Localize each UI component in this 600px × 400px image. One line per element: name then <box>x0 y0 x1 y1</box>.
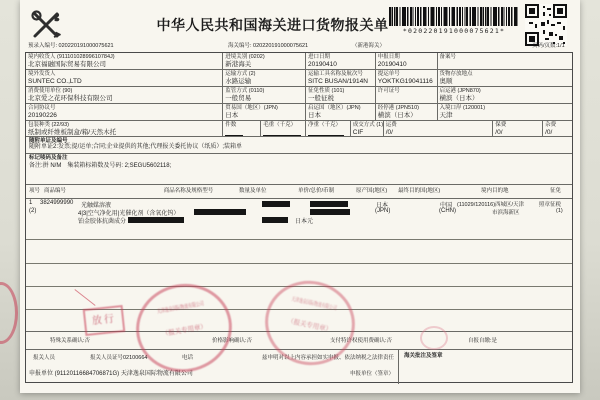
item-no-2: (2) <box>29 208 37 214</box>
declaring-unit-seal-label: 申报单位（签章） <box>349 371 394 377</box>
item-name-1: 光触媒溶液 <box>81 203 112 209</box>
item-currency: 日本元 <box>295 219 314 225</box>
field-consumer-unit: 消费使用单位 (90) 北京爱之花环保科技有限公司 <box>28 88 113 102</box>
field-departure-port: 启运港 (JPN870) 横滨（日本） <box>437 87 573 103</box>
marks-remarks <box>26 154 572 185</box>
item-name-3: 铂金胶体抗菌成分 <box>78 219 127 225</box>
customs-office: （新港海关） <box>352 43 386 49</box>
customs-notes-divider <box>398 350 399 384</box>
field-trade-country: 贸易国（地区）(JPN) 日本 <box>222 104 305 120</box>
field-record-no: 备案号 <box>437 53 573 69</box>
redacted-spec <box>194 209 246 215</box>
item-name-2: 4|3|空气净化用|光催化剂（含氧化钨） <box>78 211 180 217</box>
form-row <box>26 87 572 104</box>
item-no: 1 <box>29 200 33 206</box>
agent-cert-no: 报关人员证号02100664 <box>90 355 148 361</box>
item-domestic-dest-1: (11029/120116)西城区/天津 <box>457 202 525 208</box>
form-row <box>26 104 572 121</box>
field-levy-nature: 征免性质 (101) 一般征税 <box>305 87 375 103</box>
field-insurance: 保费 /0/ <box>492 121 542 136</box>
field-net-weight: 净重（千克） <box>305 121 350 136</box>
redacted-value <box>263 135 301 136</box>
item-origin-code: (JPN) <box>375 208 391 214</box>
item-destination: 中国 <box>440 203 453 209</box>
col-price-currency: 单价/总价/币制 <box>298 188 335 194</box>
customs-notes-label: 海关批注及签章 <box>404 353 443 359</box>
signature-row <box>26 350 572 384</box>
field-gross-weight: 毛重（千克） <box>260 121 305 136</box>
field-import-date: 进口日期 20190410 <box>305 53 375 69</box>
item-hs-code: 3824999990 <box>40 200 74 206</box>
customs-emblem-icon <box>28 7 64 43</box>
attached-documents <box>26 137 572 154</box>
page-indicator: 页码/页数:1/1 <box>532 43 565 49</box>
field-storage-place: 货物存放地点 奥顺 <box>437 70 573 86</box>
seal-company-name: 天津逸泉国际物流有限公司 <box>156 301 205 316</box>
field-supervision-mode: 监管方式 (0110) 一般贸易 <box>222 87 305 103</box>
phone-label: 电话 <box>182 355 194 361</box>
col-destination-country: 最终目的国(地区) <box>398 188 441 194</box>
field-piece-count: 件数 <box>222 121 260 136</box>
field-license-no: 许可证号 <box>375 87 437 103</box>
agent-label: 报关人员 <box>33 355 56 361</box>
form-row <box>26 53 572 70</box>
qr-code <box>525 4 567 46</box>
blank-row-rule <box>26 239 572 240</box>
self-declaration: 自报自缴:是 <box>468 338 498 344</box>
field-bill-no: 提运单号 YOKTKG19041116 <box>375 70 437 86</box>
field-declare-date: 申报日期 20190410 <box>375 53 437 69</box>
field-departure-country: 启运国（地区）(JPN) 日本 <box>305 104 375 120</box>
redacted-quantity <box>262 201 290 207</box>
redacted-value <box>225 135 243 136</box>
barcode-number: *020220191000075621* <box>402 27 506 35</box>
field-vessel-voyage: 运输工具名称及航次号 SITC BUSAN/1914N <box>305 70 375 86</box>
customs-number: 海关编号: 020220191000075621 <box>228 43 309 49</box>
redacted-quantity <box>262 217 288 223</box>
attached-label: 随附单证及编号 <box>29 138 68 144</box>
col-hs-code: 商品编号 <box>44 188 67 194</box>
field-pack-type: 包装种类 (22/93) 纸制或纤维板制盒/箱/天然木托 <box>28 122 117 136</box>
declaration-statement: 兹申明对以上内容承担如实申报、依法纳税之法律责任 <box>261 355 394 361</box>
field-overseas-shipper: 境外发货人 SUNTEC CO.,LTD <box>28 71 82 85</box>
item-levy-2: (1) <box>556 208 563 214</box>
blank-row-rule <box>26 263 572 264</box>
release-stamp: 放行 <box>83 305 126 336</box>
redacted-price <box>310 201 348 207</box>
field-misc-fees: 杂费 /0/ <box>542 121 572 136</box>
redacted-spec <box>128 217 184 223</box>
attached-value: 随附单证2:发票;提/运单;合同;企业提供的其他;代理报关委托协议（纸质）;装箱单 <box>29 144 243 151</box>
redacted-value <box>308 135 344 136</box>
col-goods-name: 商品名称及规格型号 <box>163 188 214 194</box>
packing-row <box>26 121 572 137</box>
form-title: 中华人民共和国海关进口货物报关单 <box>156 19 389 34</box>
seal-company-name: 天津逸泉国际物流有限公司 <box>290 296 338 313</box>
field-consignee: 境内收货人 (91110102899610784J) 北京福融国际贸易有限公司 <box>28 54 115 68</box>
col-quantity-unit: 数量及单位 <box>239 188 267 194</box>
seal-center-text: （报关专用章） <box>161 323 208 338</box>
field-freight: 运费 /0/ <box>383 121 493 136</box>
royalty-confirm: 支付特许权使用费确认:否 <box>330 338 393 344</box>
item-origin: 日本 <box>376 203 389 209</box>
field-entry-customs: 进境关别 (0202) 新港海关 <box>222 53 305 69</box>
barcode <box>389 7 519 26</box>
redacted-price <box>310 209 350 215</box>
declaring-unit: 申报单位 (91120116684706871G) 天津逸泉国际物流有限公司 <box>29 371 193 377</box>
marks-value: 备注:拼 N/M 集装箱标箱数及号码: 2;SEGU5602118; <box>29 163 172 170</box>
pre-entry-number: 预录入编号: 020220191000075621 <box>28 43 114 49</box>
col-levy-mode: 征免 <box>550 188 562 194</box>
marks-label: 标记唛码及备注 <box>29 155 68 161</box>
field-entry-port: 入境口岸 (120001) 天津 <box>437 104 573 120</box>
field-incoterm: 成交方式 (1) CIF <box>350 121 383 136</box>
confirmation-row <box>26 332 572 350</box>
item-domestic-dest-2: 市滨海新区 <box>492 210 520 216</box>
seal-center-text: （报关专用章） <box>286 317 333 334</box>
field-transport-mode: 运输方式 (2) 水路运输 <box>222 70 305 86</box>
blank-row-rule <box>26 286 572 287</box>
col-domestic-destination: 境内目的地 <box>481 188 509 194</box>
edge-partial-stamp <box>0 282 18 344</box>
item-destination-code: (CHN) <box>439 208 456 214</box>
col-item-no: 项号 <box>29 188 41 194</box>
form-row <box>26 70 572 87</box>
field-contract-no: 合同协议号 20190226 <box>28 105 57 119</box>
field-transit-port: 经停港 (JPN510) 横滨（日本） <box>375 104 437 120</box>
price-influence-confirm: 价格影响确认:否 <box>212 338 253 344</box>
item-levy-1: 照章征税 <box>539 202 562 208</box>
col-origin-country: 原产国(地区) <box>356 188 388 194</box>
special-relation-confirm: 特殊关系确认:否 <box>50 338 91 344</box>
